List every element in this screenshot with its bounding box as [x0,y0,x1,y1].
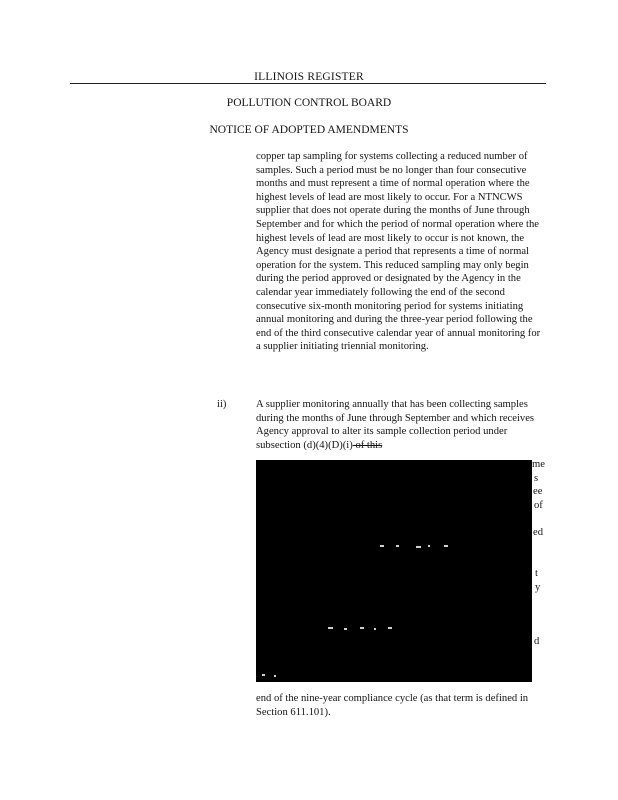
register-title: ILLINOIS REGISTER [254,71,364,83]
scan-speck [328,627,333,629]
scan-speck [380,545,384,547]
board-heading: POLLUTION CONTROL BOARD [226,97,392,109]
scan-speck [396,545,399,547]
scan-speck [416,546,421,548]
header-rule [70,83,546,84]
edge-fragment: d [534,636,540,647]
paragraph-2-text: A supplier monitoring annually that has been collecting samples during the months of June through September and which receives Agency approval to alter its sample collection period under subsection (d)(4)(D)(i) [256,399,535,451]
paragraph-2 [256,398,546,452]
subsection-marker: ii) [217,399,227,410]
edge-fragment: t [535,568,538,579]
edge-fragment: s [534,473,539,484]
edge-fragment: of [534,500,543,511]
scan-speck [262,674,265,676]
edge-fragment: me [532,459,545,470]
edge-fragment: ed [533,527,543,538]
scan-speck [444,545,448,547]
edge-fragment: ee [533,486,543,497]
scan-speck [360,627,364,629]
scan-speck [388,627,392,629]
paragraph-2-tail: end of the nine-year compliance cycle (as that term is defined in Section 611.101). [256,693,529,718]
scan-speck [274,675,276,677]
paragraph-1: copper tap sampling for systems collecting a reduced number of samples. Such a period must be no longer than four consecutive months and must represent a time of normal operation where the highest levels of lead are most likely to occur. For a NTNCWS supplier that does not operate during the months of June through September and for which the period of normal operation where the highest levels of lead are most likely to occur is not known, the Agency must designate a period that represents a time of normal operation for the system. This reduced sampling may only begin during the period approved or designated by the Agency in the calendar year immediately following the end of the second consecutive six-month monitoring period for systems initiating annual monitoring and during the three-year period following the end of the third consecutive calendar year of annual monitoring for a supplier initiating triennial monitoring. [256,151,541,353]
edge-fragment: y [535,582,541,593]
redaction-block [256,460,532,682]
scan-speck [344,628,347,630]
scan-speck [428,545,430,547]
struck-text: of this [352,439,383,451]
notice-heading: NOTICE OF ADOPTED AMENDMENTS [209,124,409,136]
scan-speck [374,628,376,630]
